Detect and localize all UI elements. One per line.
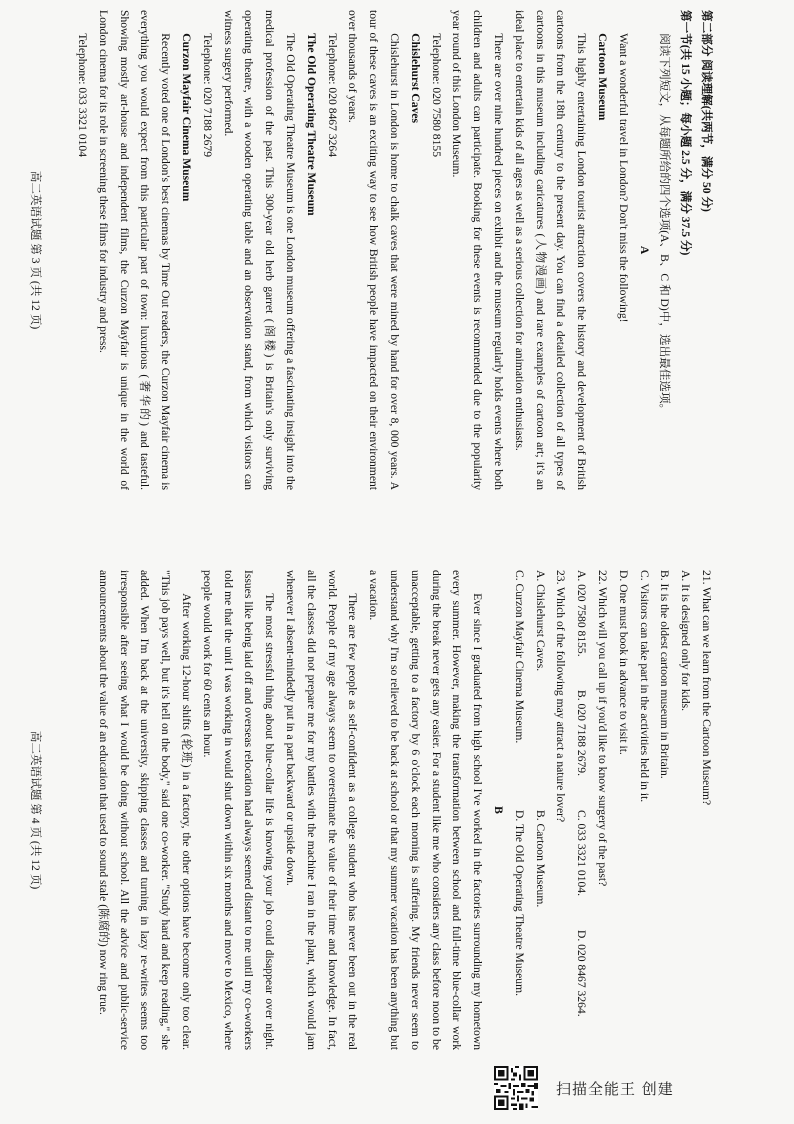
answer-option: B. Cartoon Museum.	[533, 810, 547, 908]
answer-option: C. 033 3321 0104.	[575, 810, 589, 896]
paragraph: Recently voted one of London's best cinemas by Time Out readers, the Curzon Mayfair cinema is everything you would expect from this particular part of town: luxurious (奢华的) and tasteful. Showing mostly art-house and independent films, the Curzon Mayfair is unique in the world of London cinema for its role in screening these films for industry and press.	[96, 10, 173, 490]
paragraph: There are few people as self-confident as a college student who has never been out in the real world. People of my age always seem to overestimate the value of their time and knowledge. In fact, all the classes did not prepare me for my battles with the machine I ran in the plant, which would jam whenever I absent-mindedly put in a part backward or upside down.	[284, 570, 360, 1050]
watermark-text: 扫描全能王 创建	[556, 1080, 674, 1098]
answer-option: A. 020 7580 8155.	[575, 570, 589, 657]
question-stem: 23. Which of the following may attract a nature lover?	[554, 570, 568, 823]
section-title-curzon-mayfair: Curzon Mayfair Cinema Museum	[180, 33, 194, 202]
page-footer: 高二英语试题 第 3 页 (共 12 页)	[29, 170, 42, 330]
page-3	[0, 0, 794, 500]
paragraph: There are over nine hundred pieces on exhibit and the museum regularly holds events where both children and adults can participate. Booking for these events is recommended due to the popularity year round of this London Museum.	[450, 10, 506, 490]
section-title-cartoon-museum: Cartoon Museum	[596, 33, 610, 121]
page-4-content	[70, 570, 716, 1050]
telephone-line: Telephone: 020 7188 2679	[200, 33, 214, 157]
answer-option: A. It is designed only for kids.	[679, 570, 693, 712]
answer-option: D. 020 8467 3264.	[575, 930, 589, 1017]
passage-letter-a: A	[637, 245, 651, 255]
passage-intro: Want a wonderful travel in London? Don't miss the following!	[616, 33, 630, 323]
answer-option: B. 020 7188 2679.	[575, 690, 589, 776]
passage-letter-b: B	[492, 806, 506, 814]
paragraph: Ever since I graduated from high school I've worked in the factories surrounding my hometown every summer. However, making the transformation between school and full-time blue-collar work during the break never gets any easier. For a student like me who considers any class before noon to be unacceptable, getting to a factory by 6 o'clock each morning is suffering. My friends never seem to understand why I'm so relieved to be back at school or that my summer vacation has been anything but a vacation.	[367, 570, 485, 1050]
paragraph: After working 12-hour shifts (轮班) in a factory, the other options have become only too clear. "This job pays well, but it's hell on the body," said one co-worker. "Study hard and keep reading," she added. When I'm back at the university, skipping classes and turning in lazy re-writes seems too irresponsible after seeing what I would be doing without school. All the advice and public-service announcements about the value of an education that used to sound stale (陈腐的) now ring true.	[96, 570, 194, 1050]
section-heading: 第一节(共 15 小题；每小题 2.5 分，满分 37.5 分)	[679, 10, 693, 256]
page-footer: 高二英语试题 第 4 页 (共 12 页)	[29, 730, 42, 890]
part-heading: 第二部分 阅读理解(共两节，满分 50 分)	[700, 10, 713, 212]
paragraph: The Old Operating Theatre Museum is one London museum offering a fascinating insight into the medical profession of the past. This 300-year old herb garret (阁楼) is Britain's only surviving operating theatre, with a wooden operating table and an observation stand, from which visitors can witness surgery performed.	[221, 10, 298, 490]
paragraph: Chislehurst in London is home to chalk caves that were mined by hand for over 8, 000 years. A tour of these caves is an exciting way to see how British people have impacted on their environment over thousands of years.	[346, 10, 402, 490]
answer-option: D. The Old Operating Theatre Museum.	[512, 810, 526, 996]
page-4	[0, 560, 794, 1060]
paragraph: This highly entertaining London tourist attraction covers the history and development of British cartoons from the 18th century to the present day. You can find a detailed collection of all types of cartoons in this museum including caricatures (人物漫画) and rare examples of cartoon art; it's an ideal place to entertain kids of all ages as well as a serious collection for animation enthusiasts.	[512, 10, 589, 490]
answer-option: C. Curzon Mayfair Cinema Museum.	[512, 570, 526, 744]
qr-code-icon	[494, 1066, 538, 1110]
scanner-watermark	[494, 1064, 794, 1114]
answer-options-row	[508, 570, 529, 1050]
answer-option: C. Visitors can take part in the activities held in it.	[637, 570, 651, 803]
paragraph: The most stressful thing about blue-collar life is knowing your job could disappear over night. Issues like being laid off and overseas relocation had always seemed distant to me until my co-workers told me that the unit I was working in would shut down within six months and move to Mexico, where people would work for 60 cents an hour.	[200, 570, 277, 1050]
answer-option: D. One must book in advance to visit it.	[616, 570, 630, 755]
answer-options-row	[570, 570, 591, 1050]
page-3-content	[70, 10, 716, 490]
answer-option: B. It is the oldest cartoon museum in Britain.	[658, 570, 672, 779]
answer-options-row	[529, 570, 550, 1050]
section-title-chislehurst-caves: Chislehurst Caves	[408, 33, 422, 124]
question-stem: 22. Which will you call up if you'd like to know surgery of the past?	[596, 570, 610, 887]
question-stem: 21. What can we learn from the Cartoon Museum?	[700, 570, 713, 806]
telephone-line: Telephone: 033 3321 0104	[76, 33, 90, 157]
section-title-old-operating-theatre: The Old Operating Theatre Museum	[304, 33, 318, 216]
instruction: 阅读下列短文，从每题所给的四个选项(A、B、C 和 D)中，选出最佳选项。	[658, 33, 672, 416]
answer-option: A. Chislehurst Caves.	[533, 570, 547, 672]
telephone-line: Telephone: 020 8467 3264	[325, 33, 339, 157]
telephone-line: Telephone: 020 7580 8155	[429, 33, 443, 157]
